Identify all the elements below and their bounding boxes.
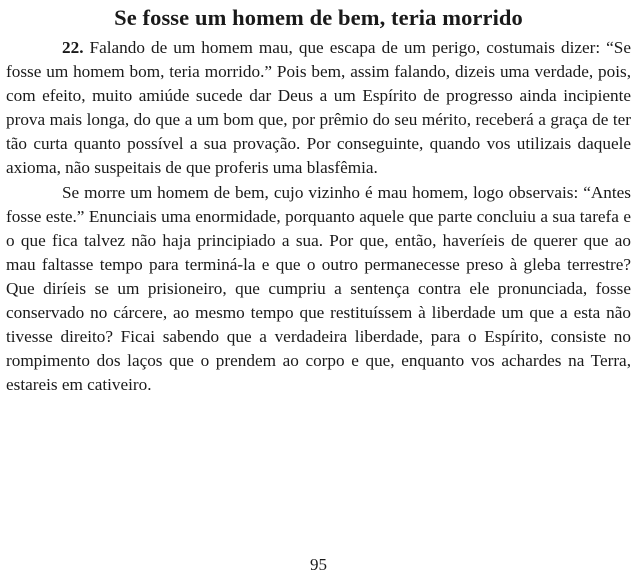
paragraph-continuation: Se morre um homem de bem, cujo vizinho é mau homem, logo observais: “Antes fosse este.” Enunciais uma enormidade, porquanto aquele que parte concluiu a sua tarefa e o que fica talvez não haja principiado a sua. Por que, então, haveríeis de querer que ao mau faltasse tempo para terminá-la e que o outro permanecesse preso à gleba terrestre? Que diríeis se um prisioneiro, que cumpriu a sentença contra ele pronunciada, fosse conservado no cárcere, ao mesmo tempo que restituíssem à liberdade um que a esta não tivesse direito? Ficai sabendo que a verdadeira liberdade, para o Espírito, consiste no rompimento dos laços que o prendem ao corpo e que, enquanto vos achardes na Terra, estareis em cativeiro.: [6, 182, 631, 395]
body-text: [6, 36, 631, 397]
page-number: 95: [310, 555, 327, 574]
book-page: [6, 4, 631, 583]
paragraph-22-text: Falando de um homem mau, que escapa de um perigo, costumais dizer: “Se fosse um homem bom, teria morrido.” Pois bem, assim falando, dizeis uma verdade, pois, com efeito, muito amiúde sucede dar Deus a um Espírito de progresso ainda incipiente prova mais longa, do que a um bom que, por prêmio do seu mérito, receberá a graça de ter tão curta quanto possível a sua provação. Por conseguinte, quando vos utilizais daquele axioma, não suspeitais de que proferis uma blasfêmia.: [6, 38, 631, 178]
paragraph-22: [6, 36, 631, 181]
section-heading: Se fosse um homem de bem, teria morrido: [114, 5, 523, 30]
paragraph-number: 22.: [62, 38, 84, 57]
